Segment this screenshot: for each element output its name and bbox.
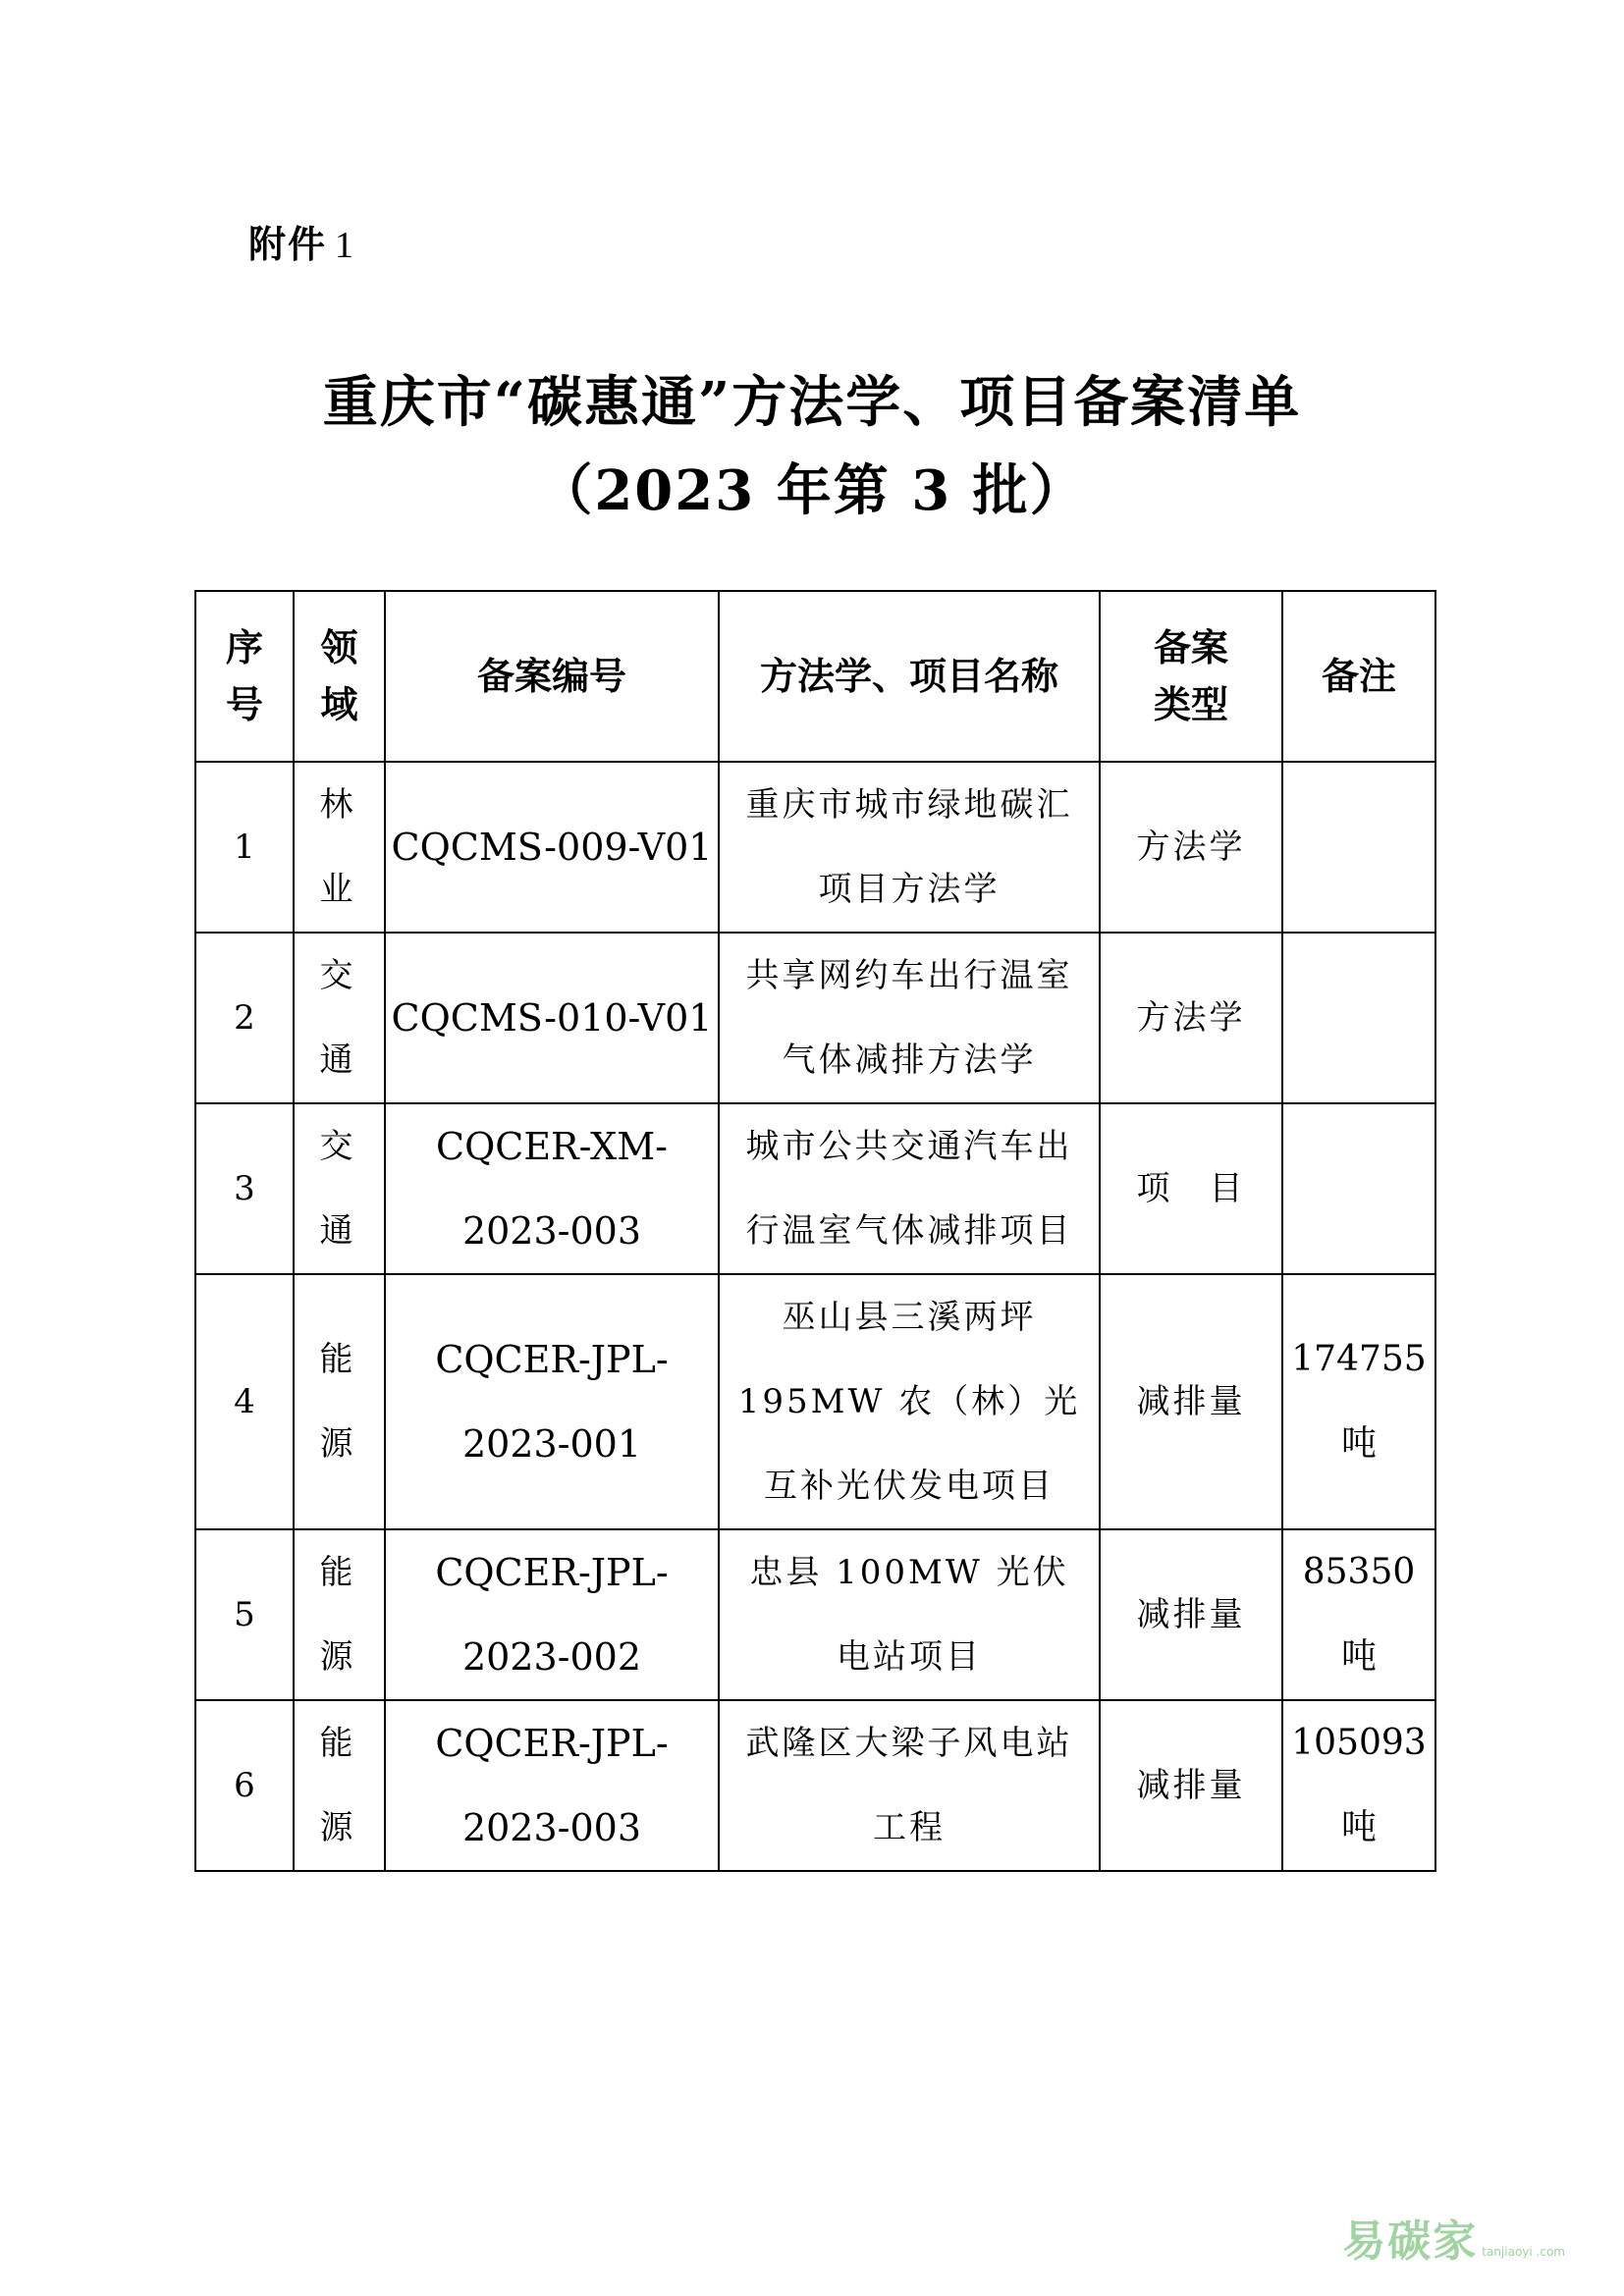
cell-name: 忠县 100MW 光伏电站项目 xyxy=(719,1529,1100,1700)
cell-code: CQCER-JPL-2023-001 xyxy=(385,1274,719,1529)
table-row xyxy=(195,933,1435,1103)
cell-code: CQCER-JPL-2023-002 xyxy=(385,1529,719,1700)
cell-code: CQCMS-010-V01 xyxy=(385,933,719,1103)
cell-name: 共享网约车出行温室气体减排方法学 xyxy=(719,933,1100,1103)
cell-field: 林业 xyxy=(294,762,385,933)
table-row xyxy=(195,1103,1435,1274)
header-note: 备注 xyxy=(1282,591,1435,762)
header-code: 备案编号 xyxy=(385,591,719,762)
cell-seq: 3 xyxy=(195,1103,294,1274)
cell-field: 能源 xyxy=(294,1700,385,1871)
cell-field: 交通 xyxy=(294,933,385,1103)
document-title xyxy=(0,358,1624,535)
cell-code: CQCER-JPL-2023-003 xyxy=(385,1700,719,1871)
cell-seq: 6 xyxy=(195,1700,294,1871)
header-name: 方法学、项目名称 xyxy=(719,591,1100,762)
cell-name: 巫山县三溪两坪195MW 农（林）光互补光伏发电项目 xyxy=(719,1274,1100,1529)
cell-seq: 2 xyxy=(195,933,294,1103)
cell-seq: 5 xyxy=(195,1529,294,1700)
cell-type: 方法学 xyxy=(1100,762,1282,933)
cell-name: 重庆市城市绿地碳汇项目方法学 xyxy=(719,762,1100,933)
header-type: 备案类型 xyxy=(1100,591,1282,762)
table-header-row xyxy=(195,591,1435,762)
cell-note xyxy=(1282,933,1435,1103)
cell-code: CQCMS-009-V01 xyxy=(385,762,719,933)
cell-type: 减排量 xyxy=(1100,1529,1282,1700)
cell-seq: 1 xyxy=(195,762,294,933)
watermark-logo xyxy=(1342,2206,1565,2269)
attachment-number: 1 xyxy=(335,225,356,266)
header-seq: 序号 xyxy=(195,591,294,762)
cell-field: 能源 xyxy=(294,1274,385,1529)
cell-seq: 4 xyxy=(195,1274,294,1529)
title-main: 重庆市“碳惠通”方法学、项目备案清单 xyxy=(322,370,1302,435)
cell-note xyxy=(1282,762,1435,933)
cell-field: 能源 xyxy=(294,1529,385,1700)
title-batch: （2023 年第 3 批） xyxy=(537,458,1087,523)
cell-code: CQCER-XM-2023-003 xyxy=(385,1103,719,1274)
cell-name: 武隆区大梁子风电站工程 xyxy=(719,1700,1100,1871)
cell-field: 交通 xyxy=(294,1103,385,1274)
cell-type: 项 目 xyxy=(1100,1103,1282,1274)
attachment-label-text: 附件 xyxy=(248,223,328,266)
cell-note xyxy=(1282,1103,1435,1274)
table-row xyxy=(195,762,1435,933)
table-row xyxy=(195,1274,1435,1529)
table-row xyxy=(195,1529,1435,1700)
cell-type: 方法学 xyxy=(1100,933,1282,1103)
cell-note: 174755吨 xyxy=(1282,1274,1435,1529)
records-table xyxy=(194,590,1436,1872)
cell-type: 减排量 xyxy=(1100,1700,1282,1871)
attachment-label xyxy=(248,214,355,268)
cell-note: 85350吨 xyxy=(1282,1529,1435,1700)
watermark-sub: tanjiaoyi .com xyxy=(1482,2245,1565,2259)
header-field: 领域 xyxy=(294,591,385,762)
cell-note: 105093吨 xyxy=(1282,1700,1435,1871)
cell-type: 减排量 xyxy=(1100,1274,1282,1529)
watermark-text: 易碳家 xyxy=(1342,2216,1479,2267)
cell-name: 城市公共交通汽车出行温室气体减排项目 xyxy=(719,1103,1100,1274)
table-row xyxy=(195,1700,1435,1871)
